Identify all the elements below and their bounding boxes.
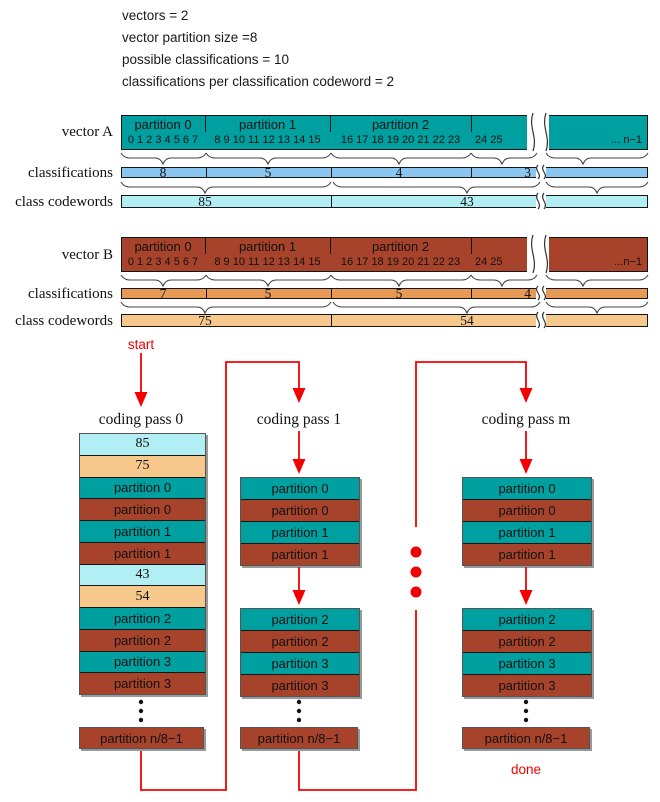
vector-b-brace-classification bbox=[546, 275, 648, 286]
vector-a-brace-classification bbox=[121, 153, 206, 164]
vector-a-label: vector A bbox=[61, 124, 113, 140]
coding-pass-0-tail-box: partition n/8−1 bbox=[79, 727, 204, 749]
vector-a-brace-codeword bbox=[121, 182, 331, 193]
vertical-ellipsis-icon bbox=[139, 718, 143, 722]
vector-a-classification-divider bbox=[471, 167, 472, 178]
coding-pass-1-tail-box: partition n/8−1 bbox=[240, 727, 358, 749]
coding-pass-0-row-label: partition 2 bbox=[113, 632, 172, 648]
coding-pass-0-row bbox=[80, 520, 205, 542]
coding-pass-1-stack-0 bbox=[240, 477, 360, 566]
coding-pass-0-row bbox=[80, 651, 205, 673]
coding-pass-2-row-label: partition 2 bbox=[498, 634, 556, 649]
vector-a-codeword-divider bbox=[331, 195, 332, 208]
coding-pass-0-row-label: partition 0 bbox=[113, 502, 172, 518]
vector-b-partition-name: partition 2 bbox=[371, 239, 430, 254]
vector-a-tail-label: ... n−1 bbox=[611, 134, 642, 146]
vertical-ellipsis-icon bbox=[524, 700, 528, 704]
param-vectors: vectors = 2 bbox=[122, 8, 189, 23]
vector-b-brace-codeword bbox=[333, 302, 540, 313]
vector-a-classification-divider bbox=[206, 167, 207, 178]
coding-pass-1-title: coding pass 1 bbox=[256, 411, 342, 428]
vector-a-brace-classification bbox=[546, 153, 648, 164]
vector-a-partition-divider bbox=[471, 116, 472, 132]
coding-pass-1-row-label: partition 1 bbox=[271, 525, 329, 540]
coding-pass-0-row bbox=[80, 498, 205, 520]
vector-a-classification-value: 5 bbox=[264, 165, 272, 180]
vector-b-brace-classification bbox=[331, 275, 471, 286]
coding-pass-0-row-label: 75 bbox=[135, 458, 150, 474]
vector-b-codewords-label: class codewords bbox=[15, 313, 113, 329]
vector-b-partition-name: partition 0 bbox=[134, 239, 192, 254]
coding-pass-1-row bbox=[241, 630, 359, 652]
vertical-ellipsis-icon bbox=[524, 718, 528, 722]
param-partition-size: vector partition size =8 bbox=[122, 30, 258, 45]
vector-b-brace-codeword bbox=[546, 302, 648, 313]
param-classifications-per-codeword: classifications per classification codeword = 2 bbox=[122, 74, 395, 89]
coding-pass-0-row bbox=[80, 672, 205, 694]
vector-a-classification-value: 8 bbox=[159, 165, 167, 180]
coding-pass-2-row-label: partition 0 bbox=[498, 503, 556, 518]
coding-pass-1-row bbox=[241, 499, 359, 521]
vector-a-partition-divider bbox=[330, 116, 331, 132]
vector-b-partition-divider bbox=[471, 238, 472, 254]
coding-pass-1-row-label: partition 3 bbox=[271, 656, 329, 671]
vector-b-codeword-value: 75 bbox=[198, 313, 212, 328]
vector-b-brace-classification bbox=[206, 275, 331, 286]
coding-pass-2-row bbox=[463, 609, 591, 630]
vector-a-partition-indices: 0 1 2 3 4 5 6 7 bbox=[127, 134, 199, 146]
vector-b-codewords-break bbox=[536, 313, 546, 328]
coding-pass-1-row-label: partition 1 bbox=[271, 547, 329, 562]
coding-pass-0-row-label: partition 1 bbox=[113, 545, 172, 561]
vector-a-classification-value: 3 bbox=[524, 165, 531, 180]
coding-pass-2-row bbox=[463, 499, 591, 521]
vertical-ellipsis-icon bbox=[524, 709, 528, 713]
passm-mid-arrowhead-icon bbox=[520, 590, 533, 605]
vector-a-classifications-break bbox=[536, 166, 546, 179]
coding-pass-2-stack-1 bbox=[462, 608, 592, 697]
coding-pass-2-tail-box: partition n/8−1 bbox=[462, 727, 590, 749]
coding-pass-1-row-label: partition 2 bbox=[271, 634, 329, 649]
coding-pass-2-row bbox=[463, 478, 591, 499]
vector-b-bar-break bbox=[527, 236, 549, 273]
coding-pass-1-row bbox=[241, 609, 359, 630]
vector-a-partition-name: partition 0 bbox=[134, 117, 192, 132]
coding-pass-0-row bbox=[80, 585, 205, 607]
vector-b-codeword-divider bbox=[331, 314, 332, 327]
vector-a-partition-divider bbox=[205, 116, 206, 132]
vector-a-classification-divider bbox=[331, 167, 332, 178]
coding-pass-1-row bbox=[241, 543, 359, 565]
vector-b-partition-divider bbox=[205, 238, 206, 254]
param-possible-classifications: possible classifications = 10 bbox=[122, 52, 289, 67]
coding-pass-2-row bbox=[463, 674, 591, 696]
pass-ellipsis-dot-icon bbox=[411, 587, 422, 598]
pass1-mid-arrowhead-icon bbox=[293, 590, 306, 605]
vector-b-classification-value: 5 bbox=[264, 286, 272, 301]
coding-pass-2-row bbox=[463, 630, 591, 652]
start-label: start bbox=[127, 337, 155, 352]
vector-a-codeword-value: 43 bbox=[460, 194, 474, 209]
vector-a-classification-value: 4 bbox=[395, 165, 403, 180]
vector-b-classification-divider bbox=[206, 288, 207, 299]
vector-a-partition-indices: 24 25 bbox=[475, 134, 503, 146]
coding-pass-1-row-label: partition 0 bbox=[271, 503, 329, 518]
vector-b-partition-indices: 24 25 bbox=[475, 256, 503, 268]
vector-b-brace-codeword bbox=[121, 302, 331, 313]
vector-a-codeword-value: 85 bbox=[198, 194, 212, 209]
vector-b-classification-value: 5 bbox=[395, 286, 403, 301]
coding-pass-0-title: coding pass 0 bbox=[98, 411, 184, 428]
coding-pass-2-row-label: partition 1 bbox=[498, 547, 556, 562]
coding-pass-2-stack-0 bbox=[462, 477, 592, 566]
coding-pass-2-row-label: partition 3 bbox=[498, 656, 556, 671]
coding-pass-2-row-label: partition 3 bbox=[498, 678, 556, 693]
vector-b-classification-value: 4 bbox=[524, 286, 531, 301]
vector-a-partition-indices: 8 9 10 11 12 13 14 15 bbox=[214, 134, 321, 146]
vector-b-partition-indices: 0 1 2 3 4 5 6 7 bbox=[127, 256, 199, 268]
coding-pass-2-row-label: partition 1 bbox=[498, 525, 556, 540]
vector-b-classification-divider bbox=[471, 288, 472, 299]
coding-pass-0-row bbox=[80, 434, 205, 455]
vector-a-bar-break bbox=[527, 114, 549, 151]
vector-b-classifications-break bbox=[536, 287, 546, 300]
coding-pass-0-row bbox=[80, 542, 205, 564]
coding-pass-0-row-label: partition 0 bbox=[113, 480, 172, 496]
start-arrowhead-icon bbox=[135, 392, 148, 407]
done-label: done bbox=[510, 762, 542, 777]
vertical-ellipsis-icon bbox=[297, 709, 301, 713]
vector-b-tail-label: ...n−1 bbox=[614, 256, 642, 268]
vector-b-partition-name: partition 1 bbox=[238, 239, 297, 254]
vector-b-partition-indices: 16 17 18 19 20 21 22 23 bbox=[340, 256, 461, 268]
passm-box-arrowhead-icon bbox=[520, 459, 533, 474]
coding-pass-1-row bbox=[241, 674, 359, 696]
vector-b-classifications-label: classifications bbox=[28, 286, 113, 302]
coding-pass-0-row bbox=[80, 564, 205, 586]
coding-pass-1-row bbox=[241, 521, 359, 543]
vertical-ellipsis-icon bbox=[139, 709, 143, 713]
vector-b-brace-classification bbox=[471, 275, 537, 286]
vector-b-partition-divider bbox=[330, 238, 331, 254]
coding-pass-0-row bbox=[80, 455, 205, 477]
vector-a-partition-name: partition 1 bbox=[238, 117, 297, 132]
vector-a-brace-classification bbox=[331, 153, 471, 164]
vector-b-classification-divider bbox=[331, 288, 332, 299]
coding-pass-1-row-label: partition 0 bbox=[271, 481, 329, 496]
coding-pass-0-row-label: 54 bbox=[135, 588, 150, 604]
coding-pass-2-row bbox=[463, 521, 591, 543]
vertical-ellipsis-icon bbox=[139, 700, 143, 704]
coding-pass-0-row-label: partition 3 bbox=[113, 654, 172, 670]
vector-a-brace-codeword bbox=[546, 182, 648, 193]
vector-b-classification-value: 7 bbox=[159, 286, 167, 301]
coding-pass-0-row-label: 85 bbox=[135, 436, 150, 452]
coding-pass-0-row-label: partition 2 bbox=[113, 610, 172, 626]
coding-pass-0-stack-0 bbox=[79, 433, 206, 695]
pass1-top-arrowhead-icon bbox=[293, 388, 306, 403]
vector-a-brace-classification bbox=[471, 153, 537, 164]
coding-pass-1-row-label: partition 3 bbox=[271, 678, 329, 693]
coding-pass-0-row bbox=[80, 477, 205, 499]
coding-pass-2-row-label: partition 2 bbox=[498, 612, 556, 627]
vertical-ellipsis-icon bbox=[297, 700, 301, 704]
vector-b-codeword-value: 54 bbox=[460, 313, 474, 328]
coding-pass-0-row bbox=[80, 629, 205, 651]
vector-b-brace-classification bbox=[121, 275, 206, 286]
coding-pass-1-row bbox=[241, 478, 359, 499]
pass-ellipsis-dot-icon bbox=[411, 547, 422, 558]
vector-a-partition-name: partition 2 bbox=[371, 117, 430, 132]
coding-pass-1-row bbox=[241, 652, 359, 674]
vector-a-brace-codeword bbox=[333, 182, 540, 193]
vector-a-brace-classification bbox=[206, 153, 331, 164]
coding-pass-0-row-label: 43 bbox=[135, 566, 150, 582]
coding-pass-0-row-label: partition 3 bbox=[113, 676, 172, 692]
passm-top-arrowhead-icon bbox=[520, 388, 533, 403]
vector-a-classifications-label: classifications bbox=[28, 165, 113, 181]
coding-pass-2-row bbox=[463, 543, 591, 565]
vertical-ellipsis-icon bbox=[297, 718, 301, 722]
coding-pass-0-row bbox=[80, 607, 205, 629]
vector-a-codewords-break bbox=[536, 194, 546, 209]
coding-pass-1-stack-1 bbox=[240, 608, 360, 697]
coding-pass-2-title: coding pass m bbox=[481, 411, 571, 428]
pass1-box-arrowhead-icon bbox=[293, 459, 306, 474]
vector-b-partition-indices: 8 9 10 11 12 13 14 15 bbox=[214, 256, 321, 268]
vector-a-partition-indices: 16 17 18 19 20 21 22 23 bbox=[340, 134, 461, 146]
coding-pass-0-row-label: partition 1 bbox=[113, 523, 172, 539]
coding-pass-2-row bbox=[463, 652, 591, 674]
coding-pass-1-row-label: partition 2 bbox=[271, 612, 329, 627]
vector-b-label: vector B bbox=[61, 247, 113, 263]
pass-ellipsis-dot-icon bbox=[411, 567, 422, 578]
coding-pass-2-row-label: partition 0 bbox=[498, 481, 556, 496]
vector-a-codewords-label: class codewords bbox=[15, 194, 113, 210]
